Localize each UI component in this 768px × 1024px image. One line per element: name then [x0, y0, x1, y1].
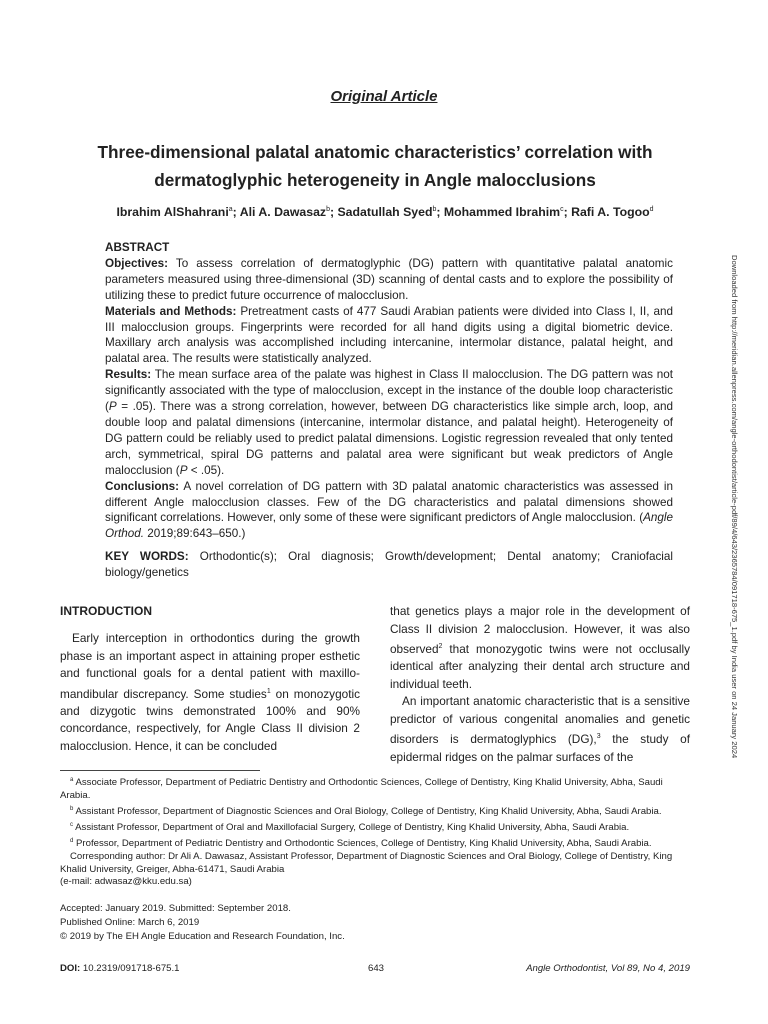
footnote-text: Assistant Professor, Department of Diagnostic Sciences and Oral Biology, College of Dentistry, King Khalid University, Abha, Saudi Arabia. — [73, 805, 662, 817]
abstract-methods — [105, 304, 673, 368]
methods-text: Pretreatment casts of 477 Saudi Arabian patients were divided into Class I, II, and III malocclusion groups. Fingerprints were recorded for all hand digits using a digital biometric device. Maxillary arch analysis was accomplished including intercanine, intermolar distance, palatal height, and palatal area. The results were statistically analyzed. — [105, 304, 673, 366]
footnote-mark: d — [70, 837, 74, 844]
doi — [60, 963, 180, 974]
affiliation-mark: a — [228, 205, 233, 213]
affiliation-mark: b — [432, 205, 437, 213]
author-separator: ; — [563, 205, 572, 219]
p-value-symbol: P — [179, 463, 188, 477]
publication-dates — [60, 902, 345, 944]
results-text: < .05). — [187, 463, 225, 477]
intro-text: on monozygotic and dizygotic twins demonstrated 100% and 90% concordance, respectively, for Angle Class II division 2 malocclusion. Hence, it can be concluded — [60, 686, 360, 753]
footnote-mark: c — [70, 821, 73, 828]
article-title — [60, 138, 690, 194]
abstract-results — [105, 367, 673, 478]
results-label: Results: — [105, 368, 152, 382]
left-column — [60, 603, 360, 755]
published-date: Published Online: March 6, 2019 — [60, 917, 200, 928]
conclusions-label: Conclusions: — [105, 479, 180, 493]
author-name: Sadatullah Syed — [337, 205, 433, 219]
affiliation-mark: b — [326, 205, 330, 213]
objectives-label: Objectives: — [105, 256, 169, 270]
footnotes — [60, 774, 690, 889]
footnote-text: Assistant Professor, Department of Oral and Maxillofacial Surgery, College of Dentistry, King Khalid University, Abha, Saudi Arabia. — [73, 821, 630, 833]
keywords — [105, 549, 673, 581]
author-name: Ibrahim AlShahrani — [116, 205, 229, 219]
journal-info: Angle Orthodontist, Vol 89, No 4, 2019 — [526, 963, 690, 974]
methods-label: Materials and Methods: — [105, 304, 237, 318]
footnote-b — [60, 803, 690, 819]
citation-journal: Angle Orthod. — [105, 511, 673, 541]
accepted-date: Accepted: January 2019. Submitted: September 2018. — [60, 903, 291, 914]
author-separator: ; — [232, 205, 240, 219]
intro-text: the study of epidermal ridges on the palmar surfaces of the — [390, 732, 690, 764]
intro-text: that genetics plays a major role in the development of Class II division 2 malocclusion. However, it was also observed — [390, 604, 690, 656]
results-text: The mean surface area of the palate was highest in Class II malocclusion. The DG pattern was not significantly associated with the type of malocclusion, except in the instance of the double loop characteristic ( — [105, 368, 673, 414]
author-name: Rafi A. Togoo — [571, 205, 650, 219]
abstract — [105, 240, 673, 581]
p-value-symbol: P — [108, 400, 117, 414]
copyright: © 2019 by The EH Angle Education and Research Foundation, Inc. — [60, 931, 345, 942]
results-text: = .05). There was a strong correlation, however, between DG characteristics like simple arch, loop, and double loop and palatal dimensions (intercanine, intermolar distance, and palatal height). Heterogeneity of DG pattern could be reliably used to predict palatal dimensions. Logistic regression revealed that only tented arch, symmetrical, spiral DG patterns and palatal area were significant but weak predictors of Angle malocclusion ( — [105, 400, 673, 477]
abstract-heading: ABSTRACT — [105, 241, 170, 254]
doi-value: 10.2319/091718-675.1 — [80, 963, 180, 974]
author-email: (e-mail: adwasaz@kku.edu.sa) — [60, 876, 192, 888]
right-column — [390, 603, 690, 766]
intro-text: Early interception in orthodontics during the growth phase is an important aspect in attaining proper esthetic and functional goals for a dental patient with maxillo-mandibular discrepancy. Some studies — [60, 631, 360, 701]
footnote-text: Associate Professor, Department of Pediatric Dentistry and Orthodontic Sciences, College of Dentistry, King Khalid University, Abha, Saudi Arabia. — [60, 777, 663, 801]
affiliation-mark: c — [560, 205, 564, 213]
author-name: Ali A. Dawasaz — [239, 205, 327, 219]
author-list — [40, 205, 730, 219]
footnote-mark: a — [70, 777, 74, 783]
author-name: Mohammed Ibrahim — [443, 205, 561, 219]
footnote-divider — [60, 770, 260, 771]
reference-mark: 3 — [596, 733, 601, 741]
author-separator: ; — [329, 205, 338, 219]
footnote-mark: b — [70, 805, 74, 812]
conclusions-text: A novel correlation of DG pattern with 3D palatal anatomic characteristics was assessed in different Angle malocclusion classes. Few of the DG characteristics and palatal dimensions showed significant correlations. However, only some of these were significant predictors of Angle malocclusion. ( — [105, 479, 673, 525]
introduction-heading: INTRODUCTION — [60, 604, 152, 618]
intro-paragraph — [390, 693, 690, 766]
footnote-text: Professor, Department of Pediatric Dentistry and Orthodontic Sciences, College of Dentistry, King Khalid University, Abha, Saudi Arabia. — [73, 837, 652, 849]
intro-text: that monozygotic twins were not occlusally identical after analyzing their dental arch structure and individual teeth. — [390, 641, 690, 691]
section-label — [0, 88, 768, 105]
title-line-2: dermatoglyphic heterogeneity in Angle malocclusions — [154, 170, 596, 190]
section-label-text: Original Article — [330, 88, 438, 105]
intro-paragraph — [60, 630, 360, 755]
footnote-c — [60, 819, 690, 835]
abstract-objectives — [105, 256, 673, 304]
citation-rest: 2019;89:643–650.) — [143, 527, 246, 541]
affiliation-mark: d — [649, 205, 654, 213]
footnote-d — [60, 835, 690, 851]
title-line-1: Three-dimensional palatal anatomic characteristics’ correlation with — [97, 142, 653, 162]
keywords-label: KEY WORDS: — [105, 550, 189, 564]
reference-mark: 1 — [266, 687, 271, 695]
page-number: 643 — [368, 963, 385, 974]
intro-paragraph — [390, 603, 690, 693]
reference-mark: 2 — [438, 643, 443, 650]
corresponding-author: Corresponding author: Dr Ali A. Dawasaz, Assistant Professor, Department of Diagnostic Sciences and Oral Biology, College of Dentistry, King Khalid University, Greiger, Abha-61471, Saudi Arabia — [60, 850, 673, 875]
objectives-text: To assess correlation of dermatoglyphic (DG) pattern with quantitative palatal anatomic parameters measured using three-dimensional (3D) scanning of dental casts and to explore the possibility of utilizing these to predict future occurrence of malocclusion. — [105, 256, 673, 302]
download-watermark: Downloaded from http://meridian.allenpress.com/angle-orthodontist/article-pdf/89/4/643/2365784/091718-675_1.pdf by India user on 24 January 2024 — [730, 255, 739, 759]
abstract-conclusions — [105, 479, 673, 543]
footnote-a — [60, 774, 690, 803]
intro-text: An important anatomic characteristic that is a sensitive predictor of various congenital anomalies and genetic disorders is dermatoglyphics (DG), — [390, 694, 690, 747]
author-separator: ; — [436, 205, 444, 219]
doi-label: DOI: — [60, 963, 81, 974]
keywords-text: Orthodontic(s); Oral diagnosis; Growth/development; Dental anatomy; Craniofacial biology/genetics — [105, 550, 674, 580]
